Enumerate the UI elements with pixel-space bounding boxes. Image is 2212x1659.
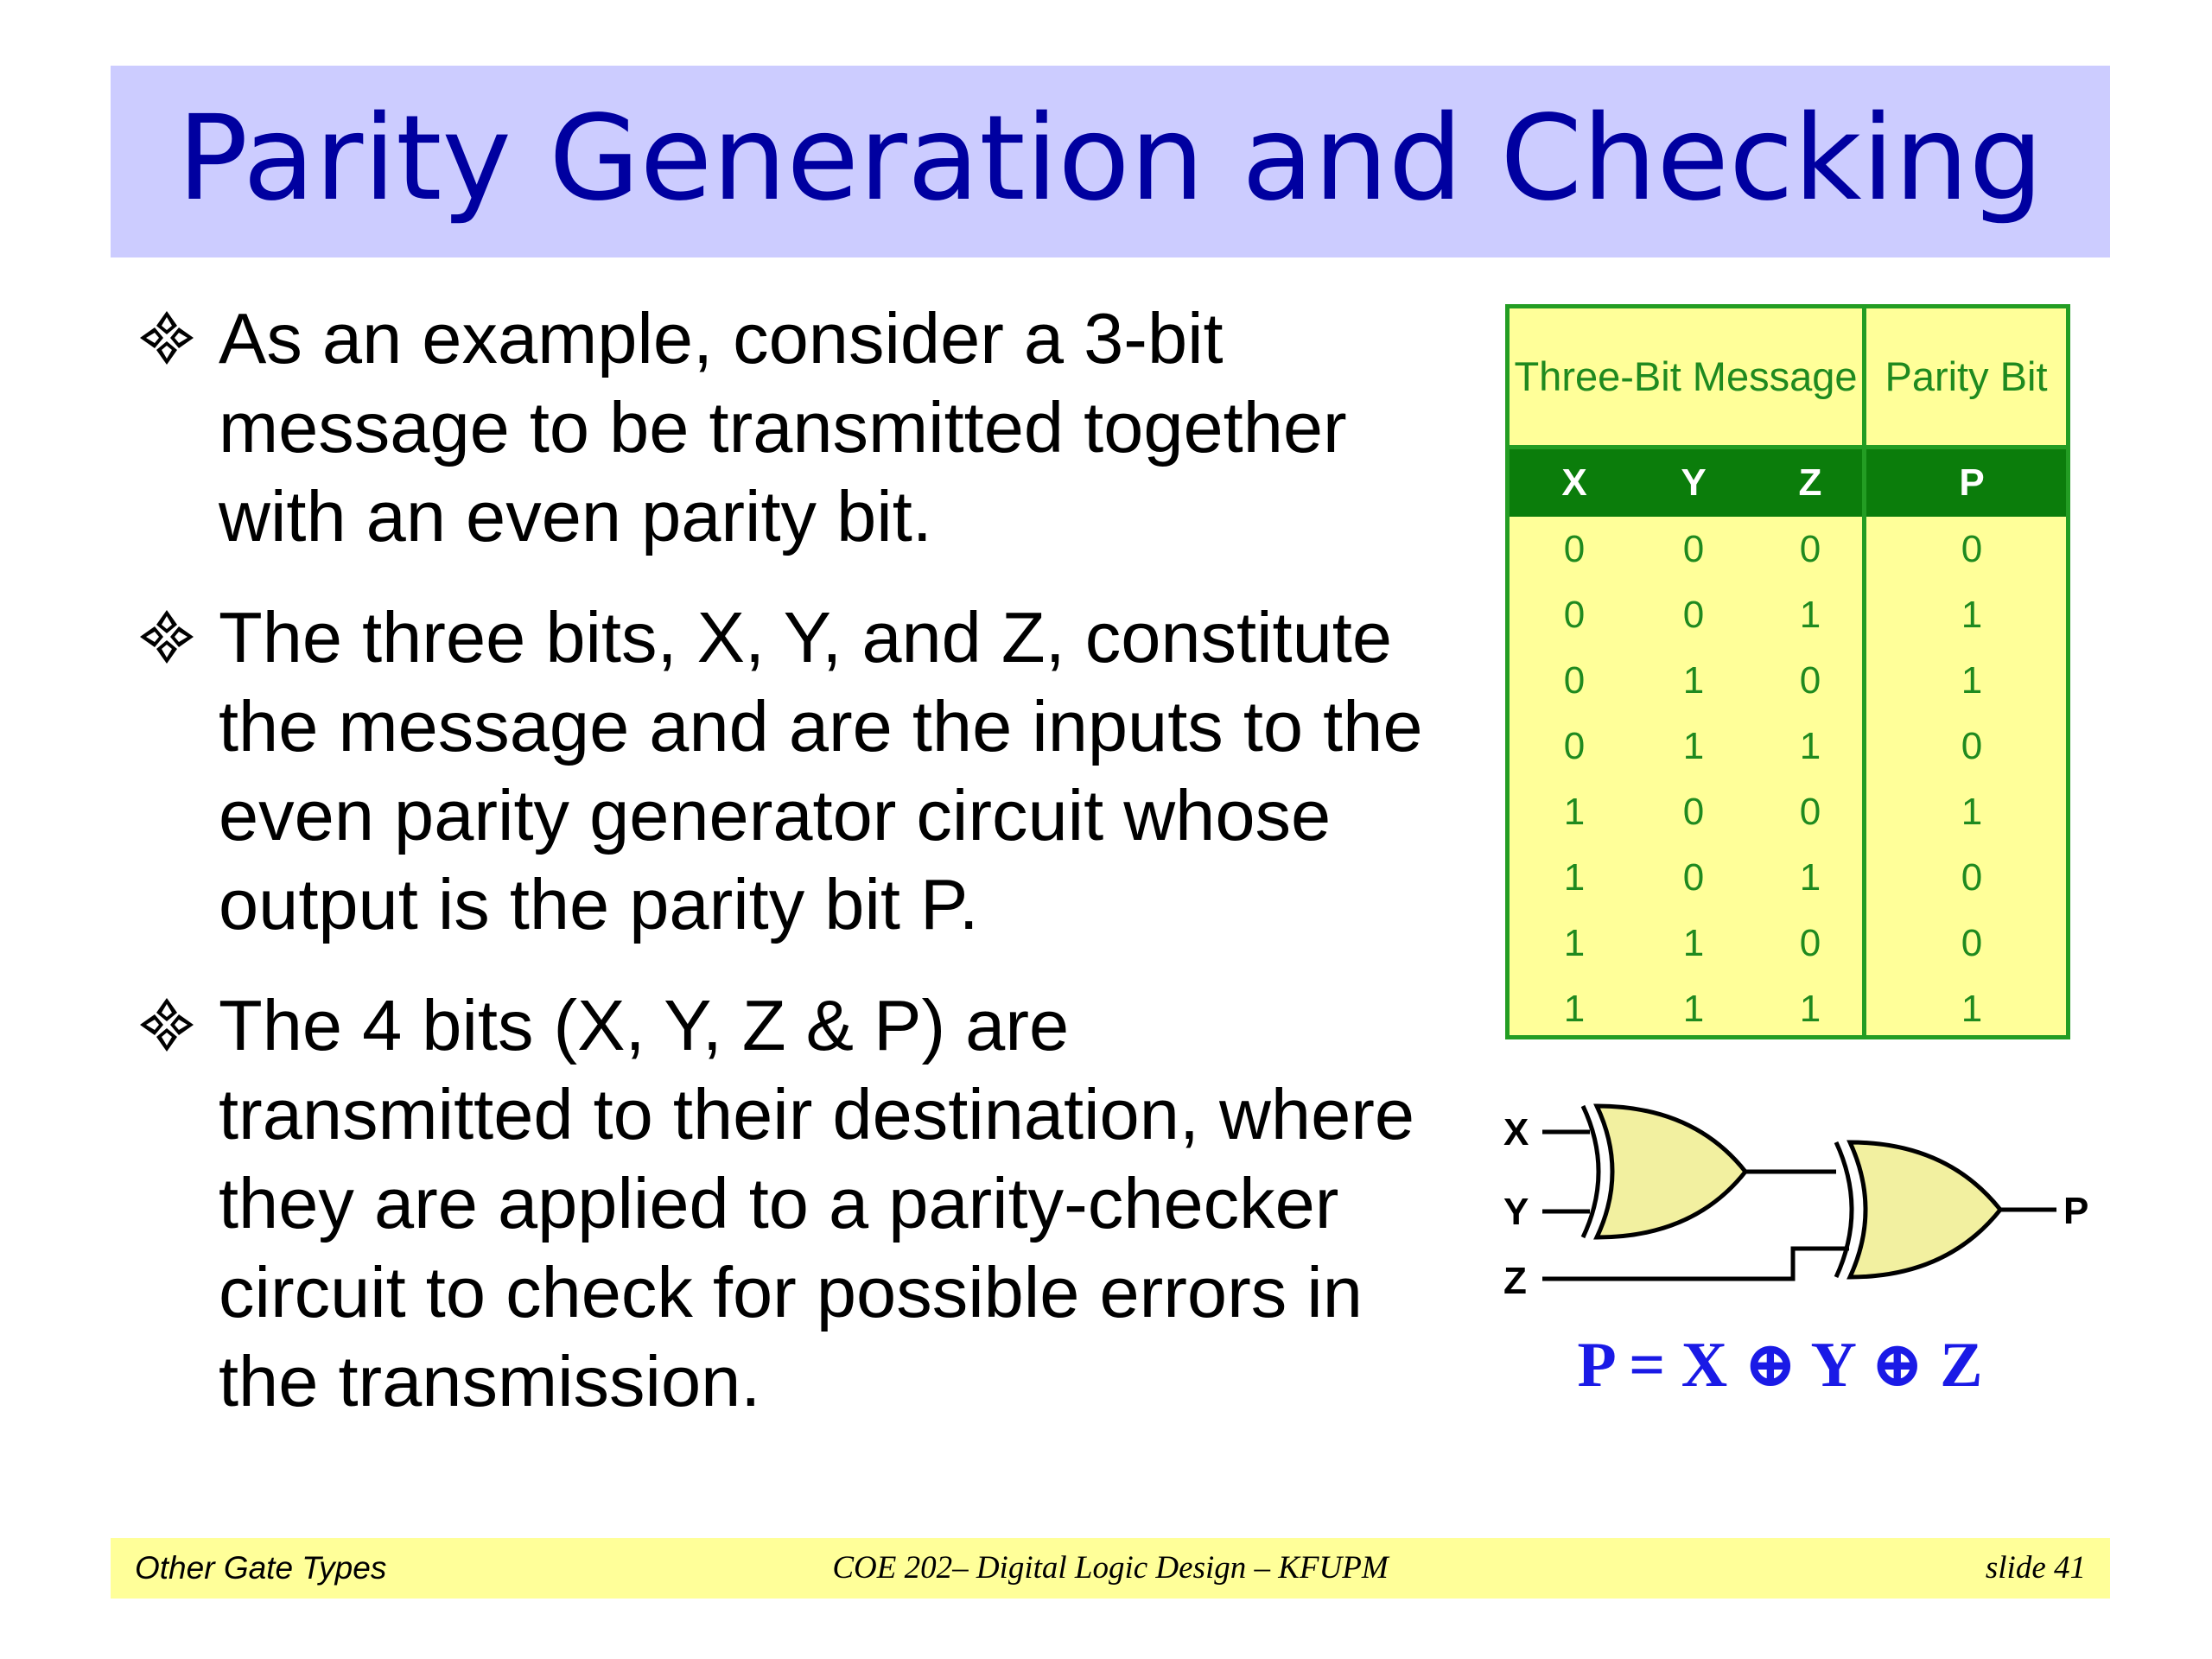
group-header-parity: Parity Bit	[1885, 353, 2048, 399]
cell-z: 1	[1799, 594, 1821, 636]
column-header-p: P	[1959, 461, 1985, 504]
table-row	[1510, 517, 2066, 582]
bullet-text: The three bits, X, Y, and Z, constitute the message and are the inputs to the even parity generator circuit whose output is the parity bit P.	[219, 597, 1423, 944]
cell-x: 0	[1563, 659, 1586, 702]
slide-title: Parity Generation and Checking	[177, 91, 2044, 227]
four-diamond-bullet-icon	[138, 996, 195, 1053]
footer-slide-number: slide 41	[1985, 1550, 2086, 1586]
xor-gate-2	[1836, 1142, 2000, 1277]
cell-p: 1	[1961, 791, 1983, 833]
bullet-text: The 4 bits (X, Y, Z & P) are transmitted to their destination, where they are applied to a parity-checker circuit to check for possible errors in the transmission.	[219, 985, 1415, 1421]
group-header-message: Three-Bit Message	[1514, 353, 1858, 399]
bullet-list	[138, 294, 1434, 1426]
cell-x: 0	[1563, 725, 1586, 767]
cell-y: 1	[1682, 659, 1705, 702]
four-diamond-bullet-icon	[138, 309, 195, 366]
four-diamond-bullet-icon	[138, 309, 195, 366]
cell-y: 0	[1682, 594, 1705, 636]
column-header-y: Y	[1681, 461, 1707, 504]
cell-y: 0	[1682, 791, 1705, 833]
cell-y: 1	[1682, 988, 1705, 1030]
cell-x: 1	[1563, 856, 1586, 899]
table-row	[1510, 714, 2066, 779]
bullet-item	[138, 294, 1434, 561]
title-band	[111, 66, 2110, 257]
cell-z: 1	[1799, 988, 1821, 1030]
table-row	[1510, 911, 2066, 976]
output-label-p: P	[2063, 1190, 2089, 1232]
footer-band	[111, 1538, 2110, 1599]
cell-p: 1	[1961, 988, 1983, 1030]
table-row	[1510, 845, 2066, 911]
four-diamond-bullet-icon	[138, 996, 195, 1053]
group-header-row	[1510, 308, 2066, 445]
footer-section: Other Gate Types	[135, 1550, 387, 1586]
cell-z: 0	[1799, 791, 1821, 833]
circuit-svg	[1486, 1089, 2091, 1313]
xor-parity-generator-diagram	[1486, 1089, 2091, 1313]
bullet-item	[138, 981, 1434, 1426]
table-row	[1510, 779, 2066, 845]
wire-z	[1542, 1249, 1849, 1279]
table-column-divider	[1862, 308, 1866, 1035]
table-row	[1510, 582, 2066, 648]
column-header-row	[1510, 449, 2066, 517]
four-diamond-bullet-icon	[138, 608, 195, 665]
input-label-y: Y	[1503, 1191, 1529, 1233]
column-header-x: X	[1561, 461, 1587, 504]
input-label-x: X	[1503, 1111, 1529, 1154]
cell-y: 0	[1682, 528, 1705, 570]
cell-x: 1	[1563, 922, 1586, 964]
column-header-z: Z	[1798, 461, 1822, 504]
bullet-item	[138, 593, 1434, 949]
cell-x: 0	[1563, 528, 1586, 570]
parity-equation: P = X ⊕ Y ⊕ Z	[1577, 1330, 1983, 1401]
cell-p: 0	[1961, 922, 1983, 964]
cell-p: 1	[1961, 594, 1983, 636]
cell-p: 0	[1961, 528, 1983, 570]
cell-p: 1	[1961, 659, 1983, 702]
truth-table	[1505, 304, 2070, 1039]
cell-y: 1	[1682, 725, 1705, 767]
table-row	[1510, 976, 2066, 1042]
cell-y: 0	[1682, 856, 1705, 899]
input-label-z: Z	[1503, 1260, 1527, 1302]
xor-gate-1	[1583, 1106, 1745, 1237]
bullet-text: As an example, consider a 3-bit message to be transmitted together with an even parity bit.	[219, 298, 1347, 556]
cell-y: 1	[1682, 922, 1705, 964]
cell-x: 1	[1563, 791, 1586, 833]
four-diamond-bullet-icon	[138, 608, 195, 665]
cell-z: 0	[1799, 528, 1821, 570]
cell-x: 1	[1563, 988, 1586, 1030]
cell-z: 0	[1799, 922, 1821, 964]
cell-z: 0	[1799, 659, 1821, 702]
table-row	[1510, 648, 2066, 714]
cell-x: 0	[1563, 594, 1586, 636]
cell-p: 0	[1961, 856, 1983, 899]
table-body	[1510, 517, 2066, 1042]
cell-z: 1	[1799, 725, 1821, 767]
cell-p: 0	[1961, 725, 1983, 767]
footer-course: COE 202– Digital Logic Design – KFUPM	[832, 1550, 1389, 1586]
cell-z: 1	[1799, 856, 1821, 899]
